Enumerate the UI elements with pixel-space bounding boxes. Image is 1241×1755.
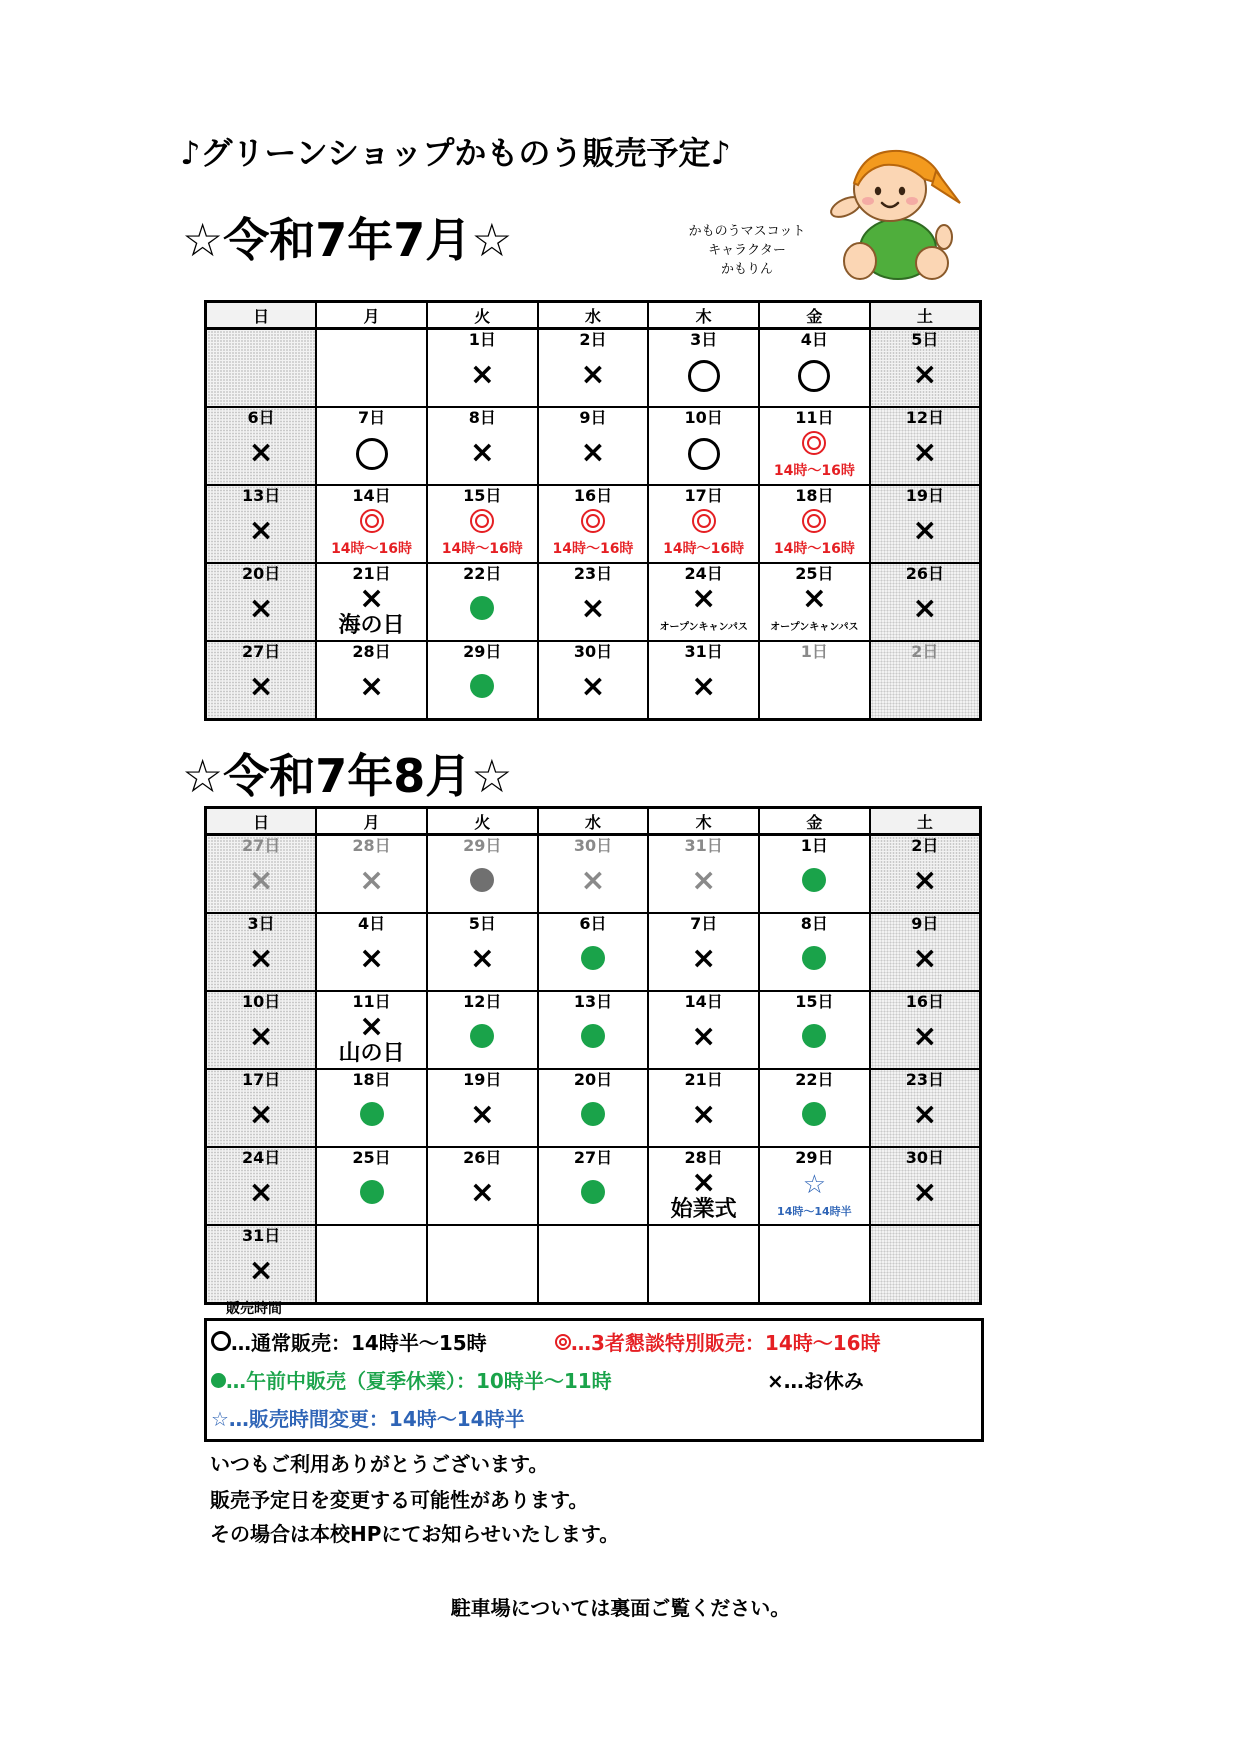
day-number: 28日 [684, 1148, 723, 1167]
week-row [206, 835, 981, 914]
day-cell [427, 407, 538, 485]
legend-box [204, 1318, 984, 1442]
weekday-header: 火 [427, 808, 538, 835]
day-number: 10日 [684, 408, 723, 427]
closed-x-icon: × [691, 1019, 717, 1054]
week-row [206, 991, 981, 1069]
weekday-header: 水 [538, 808, 649, 835]
cell-note: 14時～16時 [663, 541, 745, 557]
day-cell [538, 485, 649, 563]
day-number: 12日 [905, 408, 944, 427]
day-cell [759, 407, 870, 485]
day-cell [316, 1147, 427, 1225]
day-cell [206, 835, 317, 914]
day-number: 18日 [795, 486, 834, 505]
open-circle-icon [649, 436, 758, 474]
day-cell [648, 407, 759, 485]
day-number: 18日 [352, 1070, 391, 1089]
legend-changed: ☆…販売時間変更：14時～14時半 [211, 1407, 525, 1431]
closed-x-icon: × [248, 1175, 274, 1210]
day-cell [648, 641, 759, 720]
day-cell [870, 913, 981, 991]
july-calendar [204, 300, 982, 721]
day-number: 27日 [241, 836, 281, 855]
double-circle-icon [760, 431, 869, 459]
day-number: 9日 [579, 408, 607, 427]
open-circle-icon [760, 358, 869, 396]
day-number: 17日 [684, 486, 723, 505]
day-cell [870, 1147, 981, 1225]
closed-x-icon: × [248, 1097, 274, 1132]
day-number: 24日 [684, 564, 723, 583]
day-cell [870, 641, 981, 720]
green-dot-icon [428, 670, 537, 702]
open-circle-icon [649, 358, 758, 396]
day-cell [870, 329, 981, 408]
weekday-header: 日 [206, 808, 317, 835]
legend-normal-text: …通常販売：14時半～15時 [231, 1331, 487, 1355]
day-cell [316, 329, 427, 408]
day-cell [538, 329, 649, 408]
weekday-header: 金 [759, 302, 870, 329]
day-cell [759, 329, 870, 408]
day-number: 8日 [800, 914, 828, 933]
closed-x-icon: × [691, 581, 717, 616]
day-cell [538, 407, 649, 485]
day-number: 3日 [247, 914, 275, 933]
day-number: 26日 [905, 564, 944, 583]
open-circle-icon [211, 1331, 231, 1351]
day-cell [870, 563, 981, 641]
day-number: 4日 [800, 330, 828, 349]
closed-x-icon: × [801, 581, 827, 616]
closed-x-icon: × [358, 863, 385, 898]
green-dot-icon [428, 592, 537, 624]
day-cell [870, 407, 981, 485]
closed-x-icon: × [469, 1175, 495, 1210]
cell-note: 14時～14時半 [777, 1205, 852, 1218]
green-dot-icon [317, 1176, 426, 1208]
day-number: 13日 [241, 486, 281, 505]
day-cell [759, 1069, 870, 1147]
day-cell [316, 991, 427, 1069]
august-calendar [204, 806, 982, 1305]
day-cell [870, 1225, 981, 1304]
cell-note: 14時～16時 [773, 541, 855, 557]
august-title: ☆令和7年8月☆ [182, 749, 513, 803]
day-number: 20日 [573, 1070, 613, 1089]
day-cell [206, 485, 317, 563]
closed-x-icon: × [248, 513, 274, 548]
closed-x-icon: × [580, 669, 606, 704]
weekday-header: 水 [538, 302, 649, 329]
day-cell [538, 563, 649, 641]
closed-x-icon: × [469, 357, 495, 392]
day-cell [648, 991, 759, 1069]
note-line: その場合は本校HPにてお知らせいたします。 [210, 1522, 620, 1546]
day-number: 3日 [690, 330, 718, 349]
day-number: 22日 [795, 1070, 834, 1089]
day-cell [648, 835, 759, 914]
weekday-header: 月 [316, 808, 427, 835]
day-cell [427, 485, 538, 563]
closed-x-icon: × [580, 591, 606, 626]
weekday-header: 火 [427, 302, 538, 329]
closed-x-icon: × [691, 1165, 717, 1200]
green-dot-icon [760, 864, 869, 896]
weekday-header: 土 [870, 302, 981, 329]
day-cell [316, 485, 427, 563]
day-cell [648, 1069, 759, 1147]
day-cell [427, 835, 538, 914]
day-number: 21日 [352, 564, 391, 583]
green-dot-icon [211, 1373, 226, 1388]
day-cell [759, 641, 870, 720]
week-row [206, 641, 981, 720]
day-cell [206, 1069, 317, 1147]
double-circle-icon [539, 509, 648, 537]
week-row [206, 1225, 981, 1304]
mascot-kamorin-icon [824, 145, 966, 285]
mascot-caption-line: かもりん [720, 262, 773, 277]
closed-x-icon: × [691, 1097, 717, 1132]
day-number: 29日 [463, 642, 502, 661]
day-cell [427, 913, 538, 991]
day-cell [316, 407, 427, 485]
day-cell [427, 1225, 538, 1304]
closed-x-icon: × [248, 1253, 274, 1288]
closed-x-icon: × [469, 941, 495, 976]
day-cell [316, 563, 427, 641]
closed-x-icon: × [580, 863, 606, 898]
day-cell [206, 407, 317, 485]
day-cell [648, 563, 759, 641]
cell-note: オープンキャンパス [659, 622, 748, 633]
closed-x-icon: × [912, 513, 938, 548]
week-row [206, 563, 981, 641]
green-dot-icon [539, 1098, 648, 1130]
closed-x-icon: × [358, 1009, 385, 1044]
day-number: 11日 [352, 992, 391, 1011]
day-cell [316, 1225, 427, 1304]
green-dot-icon [428, 864, 537, 896]
closed-x-icon: × [912, 591, 938, 626]
day-number: 30日 [573, 836, 613, 855]
closed-x-icon: × [248, 941, 274, 976]
day-cell [648, 1147, 759, 1225]
week-row [206, 485, 981, 563]
green-dot-icon [317, 1098, 426, 1130]
day-number: 25日 [795, 564, 834, 583]
closed-x-icon: × [358, 941, 385, 976]
green-dot-icon [428, 1020, 537, 1052]
closed-x-icon: × [912, 863, 938, 898]
day-cell [206, 641, 317, 720]
day-number: 8日 [468, 408, 496, 427]
weekday-header: 木 [648, 302, 759, 329]
closed-x-icon: × [912, 1097, 938, 1132]
day-cell [538, 1147, 649, 1225]
closed-x-icon: × [469, 435, 495, 470]
weekday-header: 金 [759, 808, 870, 835]
legend-normal [211, 1327, 487, 1356]
day-number: 23日 [573, 564, 613, 583]
day-cell [648, 485, 759, 563]
double-circle-icon [555, 1334, 571, 1350]
day-number: 4日 [357, 914, 386, 933]
day-cell [427, 563, 538, 641]
closed-x-icon: × [912, 435, 938, 470]
week-row [206, 407, 981, 485]
day-number: 5日 [911, 330, 939, 349]
day-number: 22日 [463, 564, 502, 583]
day-cell [206, 1147, 317, 1225]
closed-x-icon: × [912, 357, 938, 392]
day-number: 5日 [468, 914, 496, 933]
day-number: 2日 [579, 330, 607, 349]
closed-x-icon: × [248, 669, 274, 704]
green-dot-icon [760, 1098, 869, 1130]
day-number: 6日 [247, 408, 275, 427]
day-cell [648, 329, 759, 408]
day-cell [870, 485, 981, 563]
closed-x-icon: × [912, 1019, 938, 1054]
closed-x-icon: × [248, 435, 274, 470]
closed-x-icon: × [912, 1175, 938, 1210]
day-number: 15日 [463, 486, 502, 505]
green-dot-icon [760, 1020, 869, 1052]
open-circle-icon [317, 436, 426, 474]
day-cell [427, 1069, 538, 1147]
week-row [206, 913, 981, 991]
day-number: 11日 [795, 408, 834, 427]
day-number: 27日 [573, 1148, 613, 1167]
day-cell [538, 1069, 649, 1147]
day-number: 21日 [684, 1070, 723, 1089]
day-cell [759, 1147, 870, 1225]
day-number: 31日 [241, 1226, 281, 1245]
closed-x-icon: × [691, 669, 717, 704]
page-title: ♪グリーンショップかものう販売予定♪ [180, 134, 731, 172]
day-number: 2日 [911, 836, 939, 855]
day-cell [538, 1225, 649, 1304]
day-cell [206, 1225, 317, 1304]
day-number: 19日 [905, 486, 944, 505]
day-number: 1日 [800, 642, 828, 661]
legend-closed: ×…お休み [767, 1369, 864, 1393]
day-cell [759, 485, 870, 563]
day-cell [316, 913, 427, 991]
weekday-header-row [206, 808, 981, 835]
double-circle-icon [428, 509, 537, 537]
weekday-header: 土 [870, 808, 981, 835]
day-number: 2日 [911, 642, 939, 661]
legend-special-text: …3者懇談特別販売：14時～16時 [571, 1331, 881, 1355]
week-row [206, 1069, 981, 1147]
closed-x-icon: × [691, 941, 717, 976]
day-number: 17日 [241, 1070, 281, 1089]
week-row [206, 1147, 981, 1225]
day-cell [759, 835, 870, 914]
closed-x-icon: × [912, 941, 938, 976]
legend-special [555, 1327, 881, 1356]
day-number: 28日 [352, 642, 391, 661]
day-number: 16日 [905, 992, 944, 1011]
day-number: 31日 [684, 836, 723, 855]
day-cell [870, 1069, 981, 1147]
day-cell [206, 913, 317, 991]
day-number: 9日 [911, 914, 939, 933]
cell-note: 山の日 [338, 1041, 405, 1066]
day-cell [538, 913, 649, 991]
day-cell [759, 563, 870, 641]
day-number: 23日 [905, 1070, 944, 1089]
cell-note: 始業式 [670, 1197, 737, 1222]
day-number: 7日 [357, 408, 386, 427]
day-number: 6日 [579, 914, 607, 933]
mascot-caption [672, 222, 822, 279]
day-cell [759, 913, 870, 991]
double-circle-icon [317, 509, 426, 537]
day-cell [427, 1147, 538, 1225]
day-number: 10日 [241, 992, 281, 1011]
day-cell [870, 991, 981, 1069]
day-number: 14日 [684, 992, 723, 1011]
cell-note: 14時～16時 [331, 541, 413, 557]
double-circle-icon [649, 509, 758, 537]
day-number: 16日 [573, 486, 613, 505]
cell-note: 海の日 [338, 613, 405, 638]
weekday-header-row [206, 302, 981, 329]
day-number: 26日 [463, 1148, 502, 1167]
cell-note: 14時～16時 [552, 541, 634, 557]
cell-note: 14時～16時 [773, 463, 855, 479]
day-number: 29日 [463, 836, 502, 855]
day-cell [206, 563, 317, 641]
weekday-header: 日 [206, 302, 317, 329]
weekday-header: 月 [316, 302, 427, 329]
weekday-header: 木 [648, 808, 759, 835]
day-cell [316, 1069, 427, 1147]
closed-x-icon: × [580, 435, 606, 470]
mascot-caption-line: かものうマスコット [688, 224, 806, 239]
star-icon: ☆ [802, 1170, 827, 1200]
cell-note: 14時～16時 [441, 541, 523, 557]
day-number: 12日 [463, 992, 502, 1011]
day-cell [538, 991, 649, 1069]
day-cell [870, 835, 981, 914]
day-number: 1日 [800, 836, 828, 855]
legend-morning-text: …午前中販売（夏季休業）：10時半～11時 [226, 1369, 612, 1393]
double-circle-icon [760, 509, 869, 537]
day-cell [759, 1225, 870, 1304]
day-number: 29日 [795, 1148, 834, 1167]
closed-x-icon: × [358, 581, 385, 616]
day-number: 14日 [352, 486, 391, 505]
day-cell [316, 835, 427, 914]
green-dot-icon [539, 942, 648, 974]
day-number: 20日 [241, 564, 281, 583]
closed-x-icon: × [248, 1019, 274, 1054]
note-line: 販売予定日を変更する可能性があります。 [210, 1488, 589, 1512]
day-cell [427, 641, 538, 720]
day-cell [206, 329, 317, 408]
day-number: 27日 [241, 642, 281, 661]
cell-note: オープンキャンパス [770, 622, 859, 633]
day-cell [427, 991, 538, 1069]
green-dot-icon [539, 1176, 648, 1208]
day-number: 31日 [684, 642, 723, 661]
day-number: 30日 [573, 642, 613, 661]
day-cell [759, 991, 870, 1069]
legend-label: 販売時間 [226, 1301, 282, 1317]
legend-morning [211, 1365, 612, 1394]
green-dot-icon [539, 1020, 648, 1052]
day-number: 15日 [795, 992, 834, 1011]
closed-x-icon: × [469, 1097, 495, 1132]
closed-x-icon: × [580, 357, 606, 392]
closed-x-icon: × [691, 863, 717, 898]
day-cell [648, 913, 759, 991]
day-cell [538, 641, 649, 720]
green-dot-icon [760, 942, 869, 974]
day-number: 19日 [463, 1070, 502, 1089]
closed-x-icon: × [248, 591, 274, 626]
parking-note: 駐車場については裏面ご覧ください。 [450, 1596, 791, 1620]
closed-x-icon: × [358, 669, 385, 704]
july-title: ☆令和7年7月☆ [182, 213, 513, 267]
day-number: 30日 [905, 1148, 944, 1167]
week-row [206, 329, 981, 408]
day-number: 7日 [690, 914, 718, 933]
day-cell [316, 641, 427, 720]
closed-x-icon: × [248, 863, 274, 898]
day-cell [538, 835, 649, 914]
day-cell [206, 991, 317, 1069]
mascot-caption-line: キャラクター [708, 243, 786, 258]
note-line: いつもご利用ありがとうございます。 [210, 1452, 549, 1476]
day-cell [648, 1225, 759, 1304]
day-number: 25日 [352, 1148, 391, 1167]
day-number: 28日 [352, 836, 391, 855]
day-number: 24日 [241, 1148, 281, 1167]
day-number: 13日 [573, 992, 613, 1011]
day-number: 1日 [468, 330, 496, 349]
day-cell [427, 329, 538, 408]
